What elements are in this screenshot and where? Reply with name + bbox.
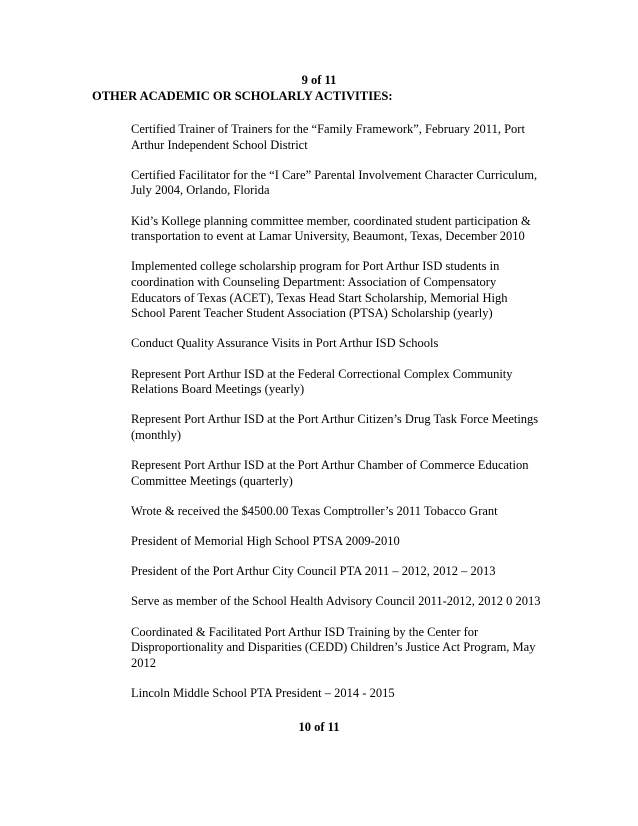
list-item: Coordinated & Facilitated Port Arthur ISD Training by the Center for Disproportionality and Disparities (CEDD) Children’s Justice Act Program, May 2012 bbox=[131, 624, 536, 670]
page-number-top: 9 of 11 bbox=[301, 73, 337, 87]
list-item: Certified Facilitator for the “I Care” Parental Involvement Character Curriculum, July 2004, Orlando, Florida bbox=[131, 167, 538, 198]
list-item: Represent Port Arthur ISD at the Port Arthur Citizen’s Drug Task Force Meetings (monthly) bbox=[131, 412, 539, 442]
list-item: President of the Port Arthur City Council PTA 2011 – 2012, 2012 – 2013 bbox=[131, 564, 496, 579]
list-item: Represent Port Arthur ISD at the Federal Correctional Complex Community Relations Board Meetings (yearly) bbox=[131, 366, 513, 397]
activities-list bbox=[131, 122, 561, 716]
list-item: Kid’s Kollege planning committee member, coordinated student participation & transportation to event at Lamar University, Beaumont, Texas, December 2010 bbox=[131, 213, 531, 244]
list-item: Lincoln Middle School PTA President – 2014 - 2015 bbox=[131, 685, 395, 700]
list-item: Certified Trainer of Trainers for the “Family Framework”, February 2011, Port Arthur Independent School District bbox=[131, 122, 525, 152]
section-heading: OTHER ACADEMIC OR SCHOLARLY ACTIVITIES: bbox=[92, 89, 393, 103]
list-item: President of Memorial High School PTSA 2009-2010 bbox=[131, 534, 400, 549]
list-item: Wrote & received the $4500.00 Texas Comptroller’s 2011 Tobacco Grant bbox=[131, 503, 498, 518]
list-item: Implemented college scholarship program for Port Arthur ISD students in coordination with Counseling Department: Association of Compensatory Educators of Texas (ACET), Texas Head Start Scholarship, Memorial High School Parent Teacher Student Association (PTSA) Scholarship (yearly) bbox=[131, 259, 508, 321]
list-item: Conduct Quality Assurance Visits in Port Arthur ISD Schools bbox=[131, 336, 439, 351]
list-item: Serve as member of the School Health Advisory Council 2011-2012, 2012 0 2013 bbox=[131, 594, 541, 609]
page-number-bottom: 10 of 11 bbox=[298, 720, 340, 734]
list-item: Represent Port Arthur ISD at the Port Arthur Chamber of Commerce Education Committee Meetings (quarterly) bbox=[131, 458, 529, 488]
